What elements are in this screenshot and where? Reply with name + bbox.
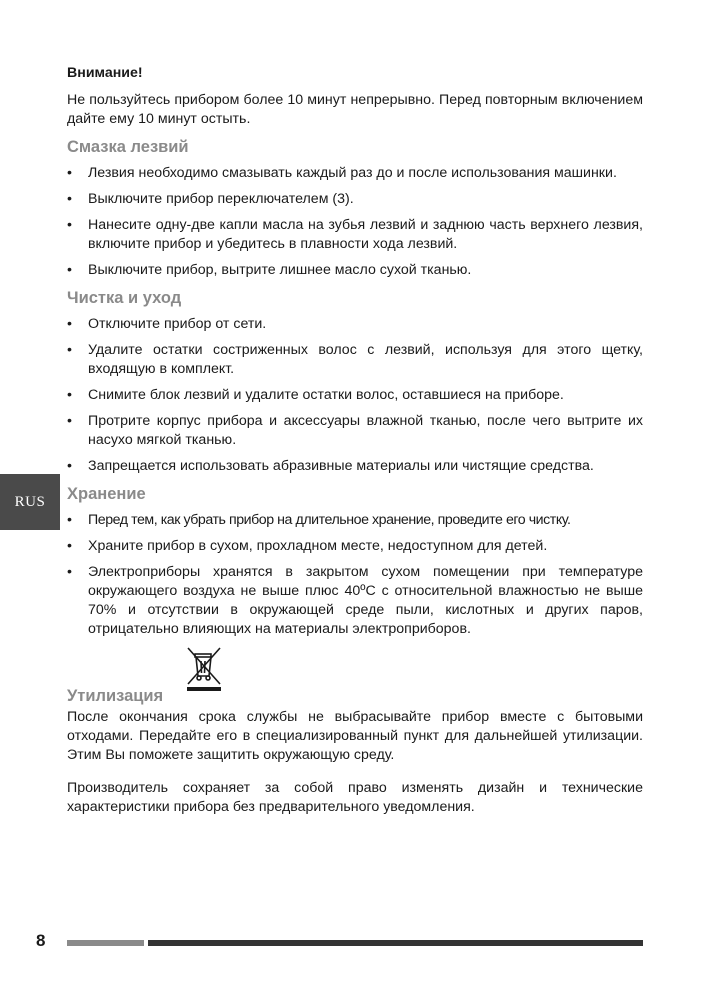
bullet-icon: • xyxy=(67,512,72,528)
footer-bar-dark xyxy=(148,940,643,946)
manufacturer-note: Производитель сохраняет за собой право изменять дизайн и технические характеристики прибора без предварительного уведомления. xyxy=(67,780,643,815)
list-item xyxy=(67,164,643,183)
list-item-text: Выключите прибор переключателем (3). xyxy=(88,191,354,207)
list-item-text: Перед тем, как убрать прибор на длительное хранение, проведите его чистку. xyxy=(88,512,571,528)
bullet-icon: • xyxy=(67,387,72,403)
list-item xyxy=(67,216,643,254)
section-title-lubrication: Смазка лезвий xyxy=(67,138,189,156)
crossed-out-wheelie-bin-icon xyxy=(184,646,224,692)
list-item-text: Протрите корпус прибора и аксессуары влажной тканью, после чего вытрите их насухо мягкой тканью. xyxy=(88,413,643,448)
warning-title: Внимание! xyxy=(67,65,143,81)
list-item-text: Электроприборы хранятся в закрытом сухом помещении при температуре окружающего воздуха не выше плюс 40ºС с относительной влажностью не выше 70% и отсутствии в окружающей среде пыли, кислотных и других паров, отрицательно влияющих на материалы электроприборов. xyxy=(88,564,643,637)
list-item xyxy=(67,315,643,334)
bullet-icon: • xyxy=(67,262,72,278)
storage-list xyxy=(67,511,643,639)
list-item xyxy=(67,511,643,530)
bullet-icon: • xyxy=(67,458,72,474)
list-item xyxy=(67,537,643,556)
list-item-text: Выключите прибор, вытрите лишнее масло сухой тканью. xyxy=(88,262,472,278)
list-item xyxy=(67,412,643,450)
section-title-disposal: Утилизация xyxy=(67,687,164,705)
language-tab: RUS xyxy=(0,474,60,530)
page-content xyxy=(67,64,643,817)
list-item xyxy=(67,341,643,379)
list-item-text: Нанесите одну-две капли масла на зубья лезвий и заднюю часть верхнего лезвия, включите прибор и убедитесь в плавности хода лезвий. xyxy=(88,217,643,252)
bullet-icon: • xyxy=(67,413,72,429)
list-item-text: Отключите прибор от сети. xyxy=(88,316,267,332)
disposal-header xyxy=(67,646,643,708)
section-title-storage: Хранение xyxy=(67,485,146,503)
warning-block xyxy=(67,64,643,129)
list-item xyxy=(67,563,643,639)
list-item xyxy=(67,386,643,405)
bullet-icon: • xyxy=(67,316,72,332)
list-item xyxy=(67,261,643,280)
list-item-text: Храните прибор в сухом, прохладном месте, недоступном для детей. xyxy=(88,538,548,554)
disposal-text: После окончания срока службы не выбрасывайте прибор вместе с бытовыми отходами. Передайте его в специализированный пункт для дальнейшей утилизации. Этим Вы поможете защитить окружающую среду. xyxy=(67,709,643,763)
list-item-text: Запрещается использовать абразивные материалы или чистящие средства. xyxy=(88,458,594,474)
footer-bar-light xyxy=(67,940,144,946)
bullet-icon: • xyxy=(67,165,72,181)
bullet-icon: • xyxy=(67,564,72,580)
cleaning-list xyxy=(67,315,643,476)
lubrication-list xyxy=(67,164,643,280)
list-item xyxy=(67,457,643,476)
section-title-cleaning: Чистка и уход xyxy=(67,289,182,307)
page-number: 8 xyxy=(36,931,46,950)
bullet-icon: • xyxy=(67,538,72,554)
bullet-icon: • xyxy=(67,217,72,233)
bullet-icon: • xyxy=(67,191,72,207)
warning-text: Не пользуйтесь прибором более 10 минут непрерывно. Перед повторным включением дайте ему 10 минут остыть. xyxy=(67,92,643,127)
list-item xyxy=(67,190,643,209)
list-item-text: Снимите блок лезвий и удалите остатки волос, оставшиеся на приборе. xyxy=(88,387,564,403)
list-item-text: Лезвия необходимо смазывать каждый раз до и после использования машинки. xyxy=(88,165,617,181)
bullet-icon: • xyxy=(67,342,72,358)
spacer xyxy=(67,765,643,779)
list-item-text: Удалите остатки состриженных волос с лезвий, используя для этого щетку, входящую в комплект. xyxy=(88,342,643,377)
